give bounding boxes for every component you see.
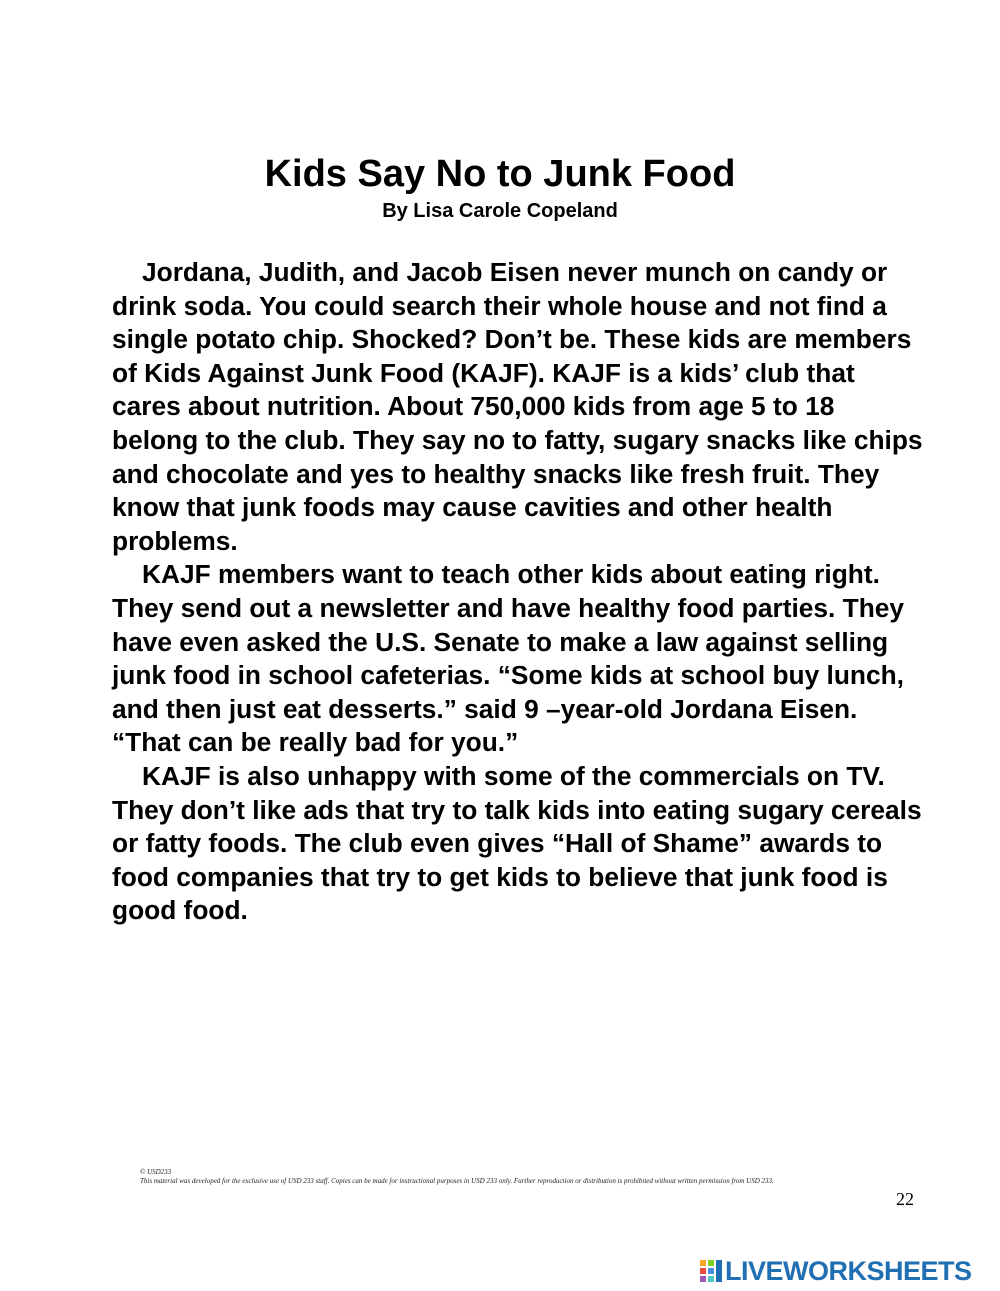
liveworksheets-logo-icon [699,1259,723,1283]
page-title: Kids Say No to Junk Food [264,153,736,195]
liveworksheets-watermark[interactable] [699,1256,972,1286]
article-body [112,256,924,928]
byline: By Lisa Carole Copeland [382,200,618,222]
paragraph-3: KAJF is also unhappy with some of the commercials on TV. They don’t like ads that try to talk kids into eating sugary cereals or fatty foods. The club even gives “Hall of Shame” awards to food companies that try to get kids to believe that junk food is good food. [112,760,922,926]
copyright-line: © USD233 [140,1168,172,1176]
usage-notice: This material was developed for the exclusive use of USD 233 staff. Copies can be made for instructional purposes in USD 233 only. Further reproduction or distribution is prohibited without written permission from USD 233. [140,1177,774,1185]
watermark-text: LIVEWORKSHEETS [725,1256,972,1286]
page-number: 22 [896,1189,914,1209]
paragraph-2: KAJF members want to teach other kids about eating right. They send out a newsletter and have healthy food parties. They have even asked the U.S. Senate to make a law against selling junk food in school cafeterias. “Some kids at school buy lunch, and then just eat desserts.” said 9 –year-old Jordana Eisen. “That can be really bad for you.” [112,559,905,758]
paragraph-1: Jordana, Judith, and Jacob Eisen never munch on candy or drink soda. You could search their whole house and not find a single potato chip. Shocked? Don’t be. These kids are members of Kids Against Junk Food (KAJF). KAJF is a kids’ club that cares about nutrition. About 750,000 kids from age 5 to 18 belong to the club. They say no to fatty, sugary snacks like chips and chocolate and yes to healthy snacks like fresh fruit. They know that junk foods may cause cavities and other health problems. [112,257,923,556]
